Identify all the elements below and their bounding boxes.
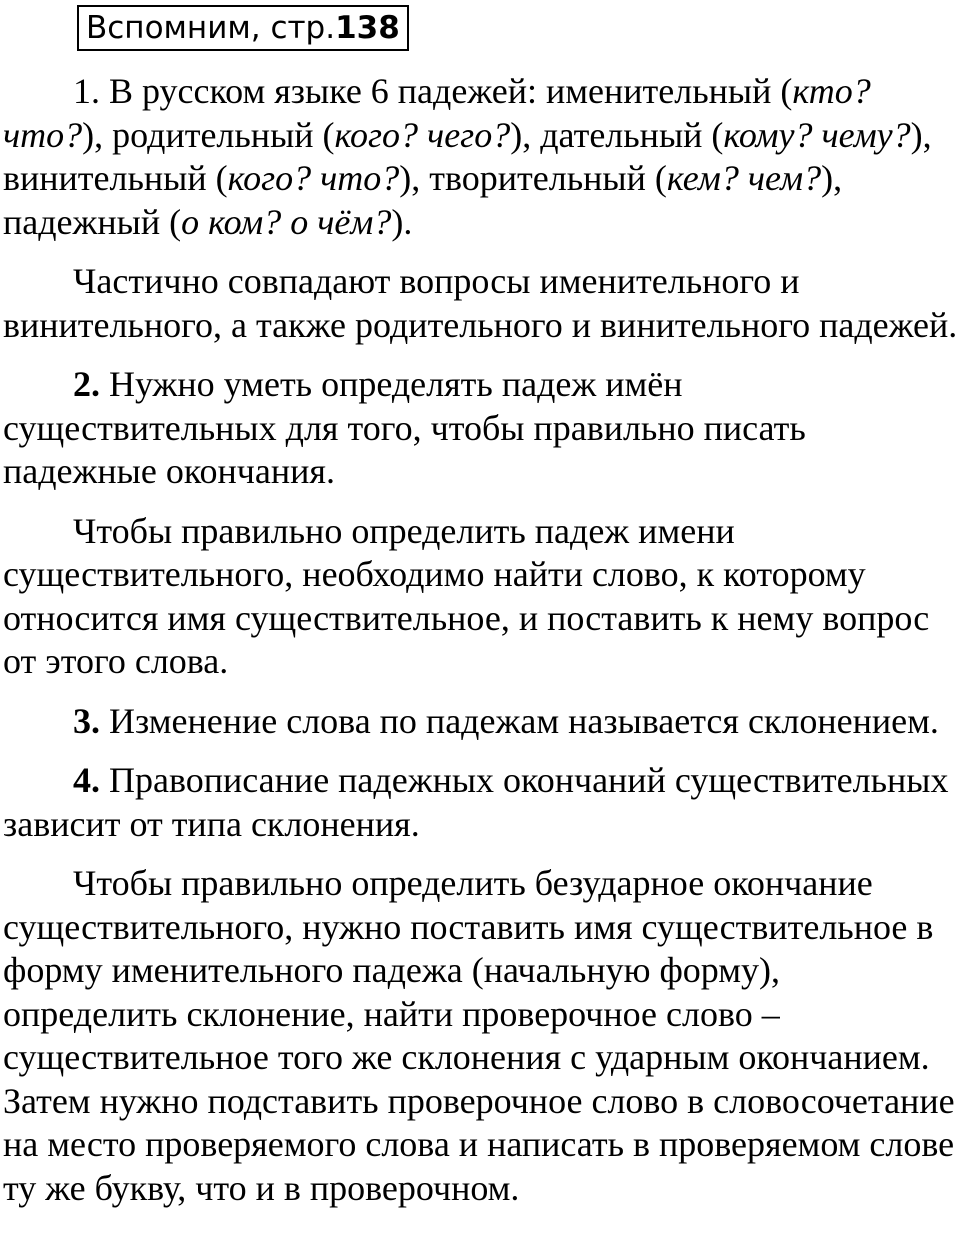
text-run: Правописание падежных окончаний существительных зависит от типа склонения.: [3, 760, 949, 844]
reference-label: Вспомним, стр.: [86, 10, 336, 46]
text-run: ), дательный (: [510, 114, 724, 155]
text-run: ), падежный (: [3, 158, 843, 242]
case-question: кем? чем?: [666, 158, 822, 198]
item-number: 3.: [73, 700, 100, 741]
paragraph-answer-3: [3, 700, 959, 744]
answer-text: [3, 70, 959, 1226]
reference-box: [77, 5, 409, 51]
paragraph-matching-questions: Частично совпадают вопросы именительного и винительного, а также родительного и винительного падежей.: [3, 261, 958, 345]
item-number: 4.: [73, 760, 100, 800]
item-number: 2.: [73, 364, 100, 404]
case-question: кого? что?: [227, 158, 400, 198]
text-run: Нужно уметь определять падеж имён существительных для того, чтобы правильно писать падежные окончания.: [3, 364, 806, 491]
text-run: ), родительный (: [82, 114, 335, 155]
paragraph-cases: [3, 70, 959, 244]
paragraph-answer-2: [3, 363, 959, 494]
text-run: ).: [391, 201, 413, 242]
text-run: Изменение слова по падежам называется склонением.: [100, 700, 939, 741]
case-question: кому? чему?: [723, 114, 911, 155]
case-question: кого? чего?: [334, 114, 511, 155]
case-question: о ком? о чём?: [181, 201, 392, 242]
text-run: ), винительный (: [3, 114, 932, 198]
case-question: кто? что?: [3, 71, 871, 155]
paragraph-unstressed-ending: Чтобы правильно определить безударное окончание существительного, нужно поставить имя существительное в форму именительного падежа (начальную форму), определить склонение, найти проверочное слово – существительное того же склонения с ударным окончанием. Затем нужно подставить проверочное слово в словосочетание на место проверяемого слова и написать в проверяемом слове ту же букву, что и в проверочном.: [3, 863, 955, 1208]
paragraph-how-to-find-case: Чтобы правильно определить падеж имени существительного, необходимо найти слово, к которому относится имя существительное, и поставить к нему вопрос от этого слова.: [3, 510, 930, 681]
text-run: 1. В русском языке 6 падежей: именительный (: [73, 71, 793, 111]
text-run: ), творительный (: [399, 158, 667, 198]
reference-page-number: 138: [335, 10, 400, 46]
paragraph-answer-4: [3, 759, 959, 846]
